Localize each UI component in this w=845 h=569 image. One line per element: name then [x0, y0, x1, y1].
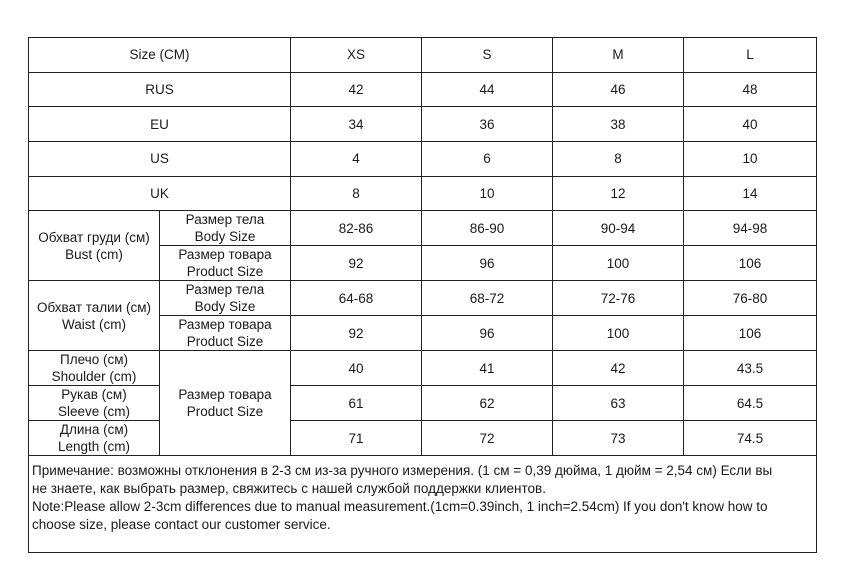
size-header-m: M [553, 38, 684, 73]
body-size-label [160, 211, 291, 246]
body-size-label-en: Body Size [194, 229, 256, 245]
table-cell: 64-68 [291, 281, 422, 316]
table-cell: 8 [553, 142, 684, 177]
table-cell: 10 [422, 176, 553, 211]
row-label-rus: RUS [29, 72, 291, 107]
table-cell: 94-98 [684, 211, 817, 246]
header-row [29, 38, 817, 73]
table-row-rus [29, 72, 817, 107]
table-cell: 63 [553, 386, 684, 421]
table-row-uk [29, 176, 817, 211]
row-label-uk: UK [29, 176, 291, 211]
waist-label-en: Waist (cm) [62, 316, 126, 332]
length-label-en: Length (cm) [57, 439, 131, 455]
table-cell: 106 [684, 246, 817, 281]
product-size-label [160, 351, 291, 456]
table-cell: 34 [291, 107, 422, 142]
table-cell: 64.5 [684, 386, 817, 421]
sleeve-label-en: Sleeve (cm) [57, 404, 130, 420]
table-cell: 72 [422, 421, 553, 456]
note-row [29, 456, 817, 553]
table-cell: 100 [553, 246, 684, 281]
size-chart-table [28, 37, 817, 553]
table-cell: 8 [291, 176, 422, 211]
bust-label-ru: Обхват груди (см) [38, 229, 150, 245]
table-row-length [29, 421, 817, 456]
table-cell: 86-90 [422, 211, 553, 246]
table-row-bust-body [29, 211, 817, 246]
note-en-line-1: Note:Please allow 2-3cm differences due to manual measurement.(1cm=0.39inch, 1 inch=2.54cm) If you don't know how to [32, 499, 768, 515]
body-size-label-ru: Размер тела [185, 212, 265, 228]
table-cell: 96 [422, 246, 553, 281]
table-row-eu [29, 107, 817, 142]
size-header-l: L [684, 38, 817, 73]
table-row-us [29, 142, 817, 177]
table-cell: 96 [422, 316, 553, 351]
product-size-label-en: Product Size [186, 264, 264, 280]
table-cell: 62 [422, 386, 553, 421]
row-label-waist [29, 281, 160, 351]
table-row-sleeve [29, 386, 817, 421]
product-size-label [160, 316, 291, 351]
note-ru-line-2: не знаете, как выбрать размер, свяжитесь с нашей службой поддержки клиентов. [32, 481, 546, 497]
table-cell: 48 [684, 72, 817, 107]
table-cell: 41 [422, 351, 553, 386]
size-header-s: S [422, 38, 553, 73]
table-cell: 42 [291, 72, 422, 107]
table-cell: 76-80 [684, 281, 817, 316]
table-cell: 36 [422, 107, 553, 142]
table-row-shoulder [29, 351, 817, 386]
shoulder-label-en: Shoulder (cm) [51, 369, 137, 385]
sleeve-label-ru: Рукав (см) [61, 387, 127, 403]
table-cell: 38 [553, 107, 684, 142]
bust-label-en: Bust (cm) [65, 246, 123, 262]
table-cell: 46 [553, 72, 684, 107]
body-size-label [160, 281, 291, 316]
product-size-label-en: Product Size [186, 334, 264, 350]
row-label-length [29, 421, 160, 456]
table-cell: 10 [684, 142, 817, 177]
table-cell: 92 [291, 316, 422, 351]
row-label-shoulder [29, 351, 160, 386]
table-cell: 72-76 [553, 281, 684, 316]
body-size-label-ru: Размер тела [185, 282, 265, 298]
table-cell: 90-94 [553, 211, 684, 246]
row-label-eu: EU [29, 107, 291, 142]
table-cell: 100 [553, 316, 684, 351]
table-cell: 40 [684, 107, 817, 142]
table-cell: 40 [291, 351, 422, 386]
length-label-ru: Длина (см) [59, 422, 129, 438]
product-size-label-en: Product Size [186, 404, 264, 420]
table-cell: 74.5 [684, 421, 817, 456]
waist-label-ru: Обхват талии (см) [37, 299, 151, 315]
table-cell: 82-86 [291, 211, 422, 246]
table-cell: 68-72 [422, 281, 553, 316]
table-cell: 4 [291, 142, 422, 177]
body-size-label-en: Body Size [194, 299, 256, 315]
table-cell: 43.5 [684, 351, 817, 386]
size-header-label: Size (CM) [29, 38, 291, 73]
table-cell: 73 [553, 421, 684, 456]
measurement-note [29, 456, 817, 553]
product-size-label-ru: Размер товара [178, 247, 272, 263]
product-size-label-ru: Размер товара [178, 317, 272, 333]
row-label-us: US [29, 142, 291, 177]
table-row-waist-body [29, 281, 817, 316]
product-size-label-ru: Размер товара [178, 387, 272, 403]
table-cell: 61 [291, 386, 422, 421]
shoulder-label-ru: Плечо (см) [60, 352, 128, 368]
table-cell: 14 [684, 176, 817, 211]
row-label-sleeve [29, 386, 160, 421]
row-label-bust [29, 211, 160, 281]
table-cell: 6 [422, 142, 553, 177]
table-cell: 44 [422, 72, 553, 107]
product-size-label [160, 246, 291, 281]
note-en-line-2: choose size, please contact our customer service. [32, 517, 331, 533]
table-cell: 42 [553, 351, 684, 386]
note-ru-line-1: Примечание: возможны отклонения в 2-3 см из-за ручного измерения. (1 см = 0,39 дюйма, 1 дюйм = 2,54 см) Если вы [32, 463, 773, 479]
table-cell: 71 [291, 421, 422, 456]
table-cell: 106 [684, 316, 817, 351]
table-cell: 92 [291, 246, 422, 281]
size-header-xs: XS [291, 38, 422, 73]
table-cell: 12 [553, 176, 684, 211]
